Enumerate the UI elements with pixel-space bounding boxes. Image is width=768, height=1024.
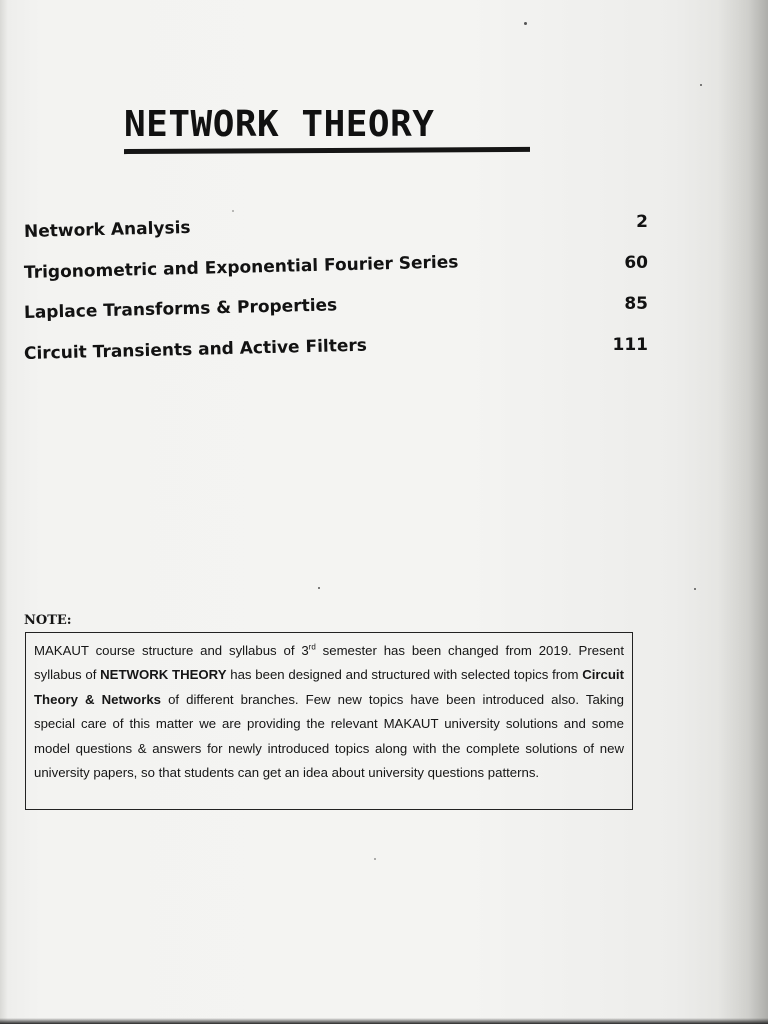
toc-entry-label: Network Analysis [23, 217, 191, 242]
toc-row [24, 333, 648, 374]
toc-entry-page: 85 [624, 294, 648, 314]
toc-row [24, 251, 648, 292]
note-bold-subject: NETWORK THEORY [100, 667, 227, 683]
toc-entry-label: Trigonometric and Exponential Fourier Series [23, 252, 459, 283]
note-text: MAKAUT course structure and syllabus of 3 [34, 643, 309, 658]
note-superscript: rd [308, 642, 316, 652]
toc-entry-label: Laplace Transforms & Properties [23, 295, 338, 323]
page-title: NETWORK THEORY [124, 104, 435, 145]
page-bottom-edge [0, 1018, 768, 1024]
note-text: semester has been changed from 2019. Present syllabus of [34, 643, 624, 683]
note-box [25, 632, 633, 810]
note-bold-subject: Circuit Theory & Networks [34, 667, 624, 707]
toc-row [24, 292, 648, 333]
scan-speck [232, 210, 234, 212]
table-of-contents [24, 210, 648, 374]
toc-entry-page: 2 [636, 212, 648, 232]
toc-entry-page: 111 [612, 335, 648, 355]
note-text: has been designed and structured with selected topics from [226, 667, 583, 683]
note-label: NOTE: [24, 613, 72, 628]
toc-entry-label: Circuit Transients and Active Filters [23, 335, 368, 364]
page-fold-shadow [718, 0, 768, 1024]
scan-speck [374, 858, 376, 860]
scan-speck [318, 587, 320, 589]
scan-speck [694, 588, 696, 590]
note-text: of different branches. Few new topics have been introduced also. Taking special care of this matter we are providing the relevant MAKAUT university solutions and some model questions & answers for newly introduced topics along with the complete solutions of new university papers, so that students can get an idea about university questions patterns. [34, 691, 625, 781]
scan-speck [524, 22, 527, 25]
toc-row [24, 210, 648, 251]
toc-entry-page: 60 [624, 253, 648, 273]
scan-speck [700, 84, 702, 86]
title-underline [124, 147, 530, 154]
